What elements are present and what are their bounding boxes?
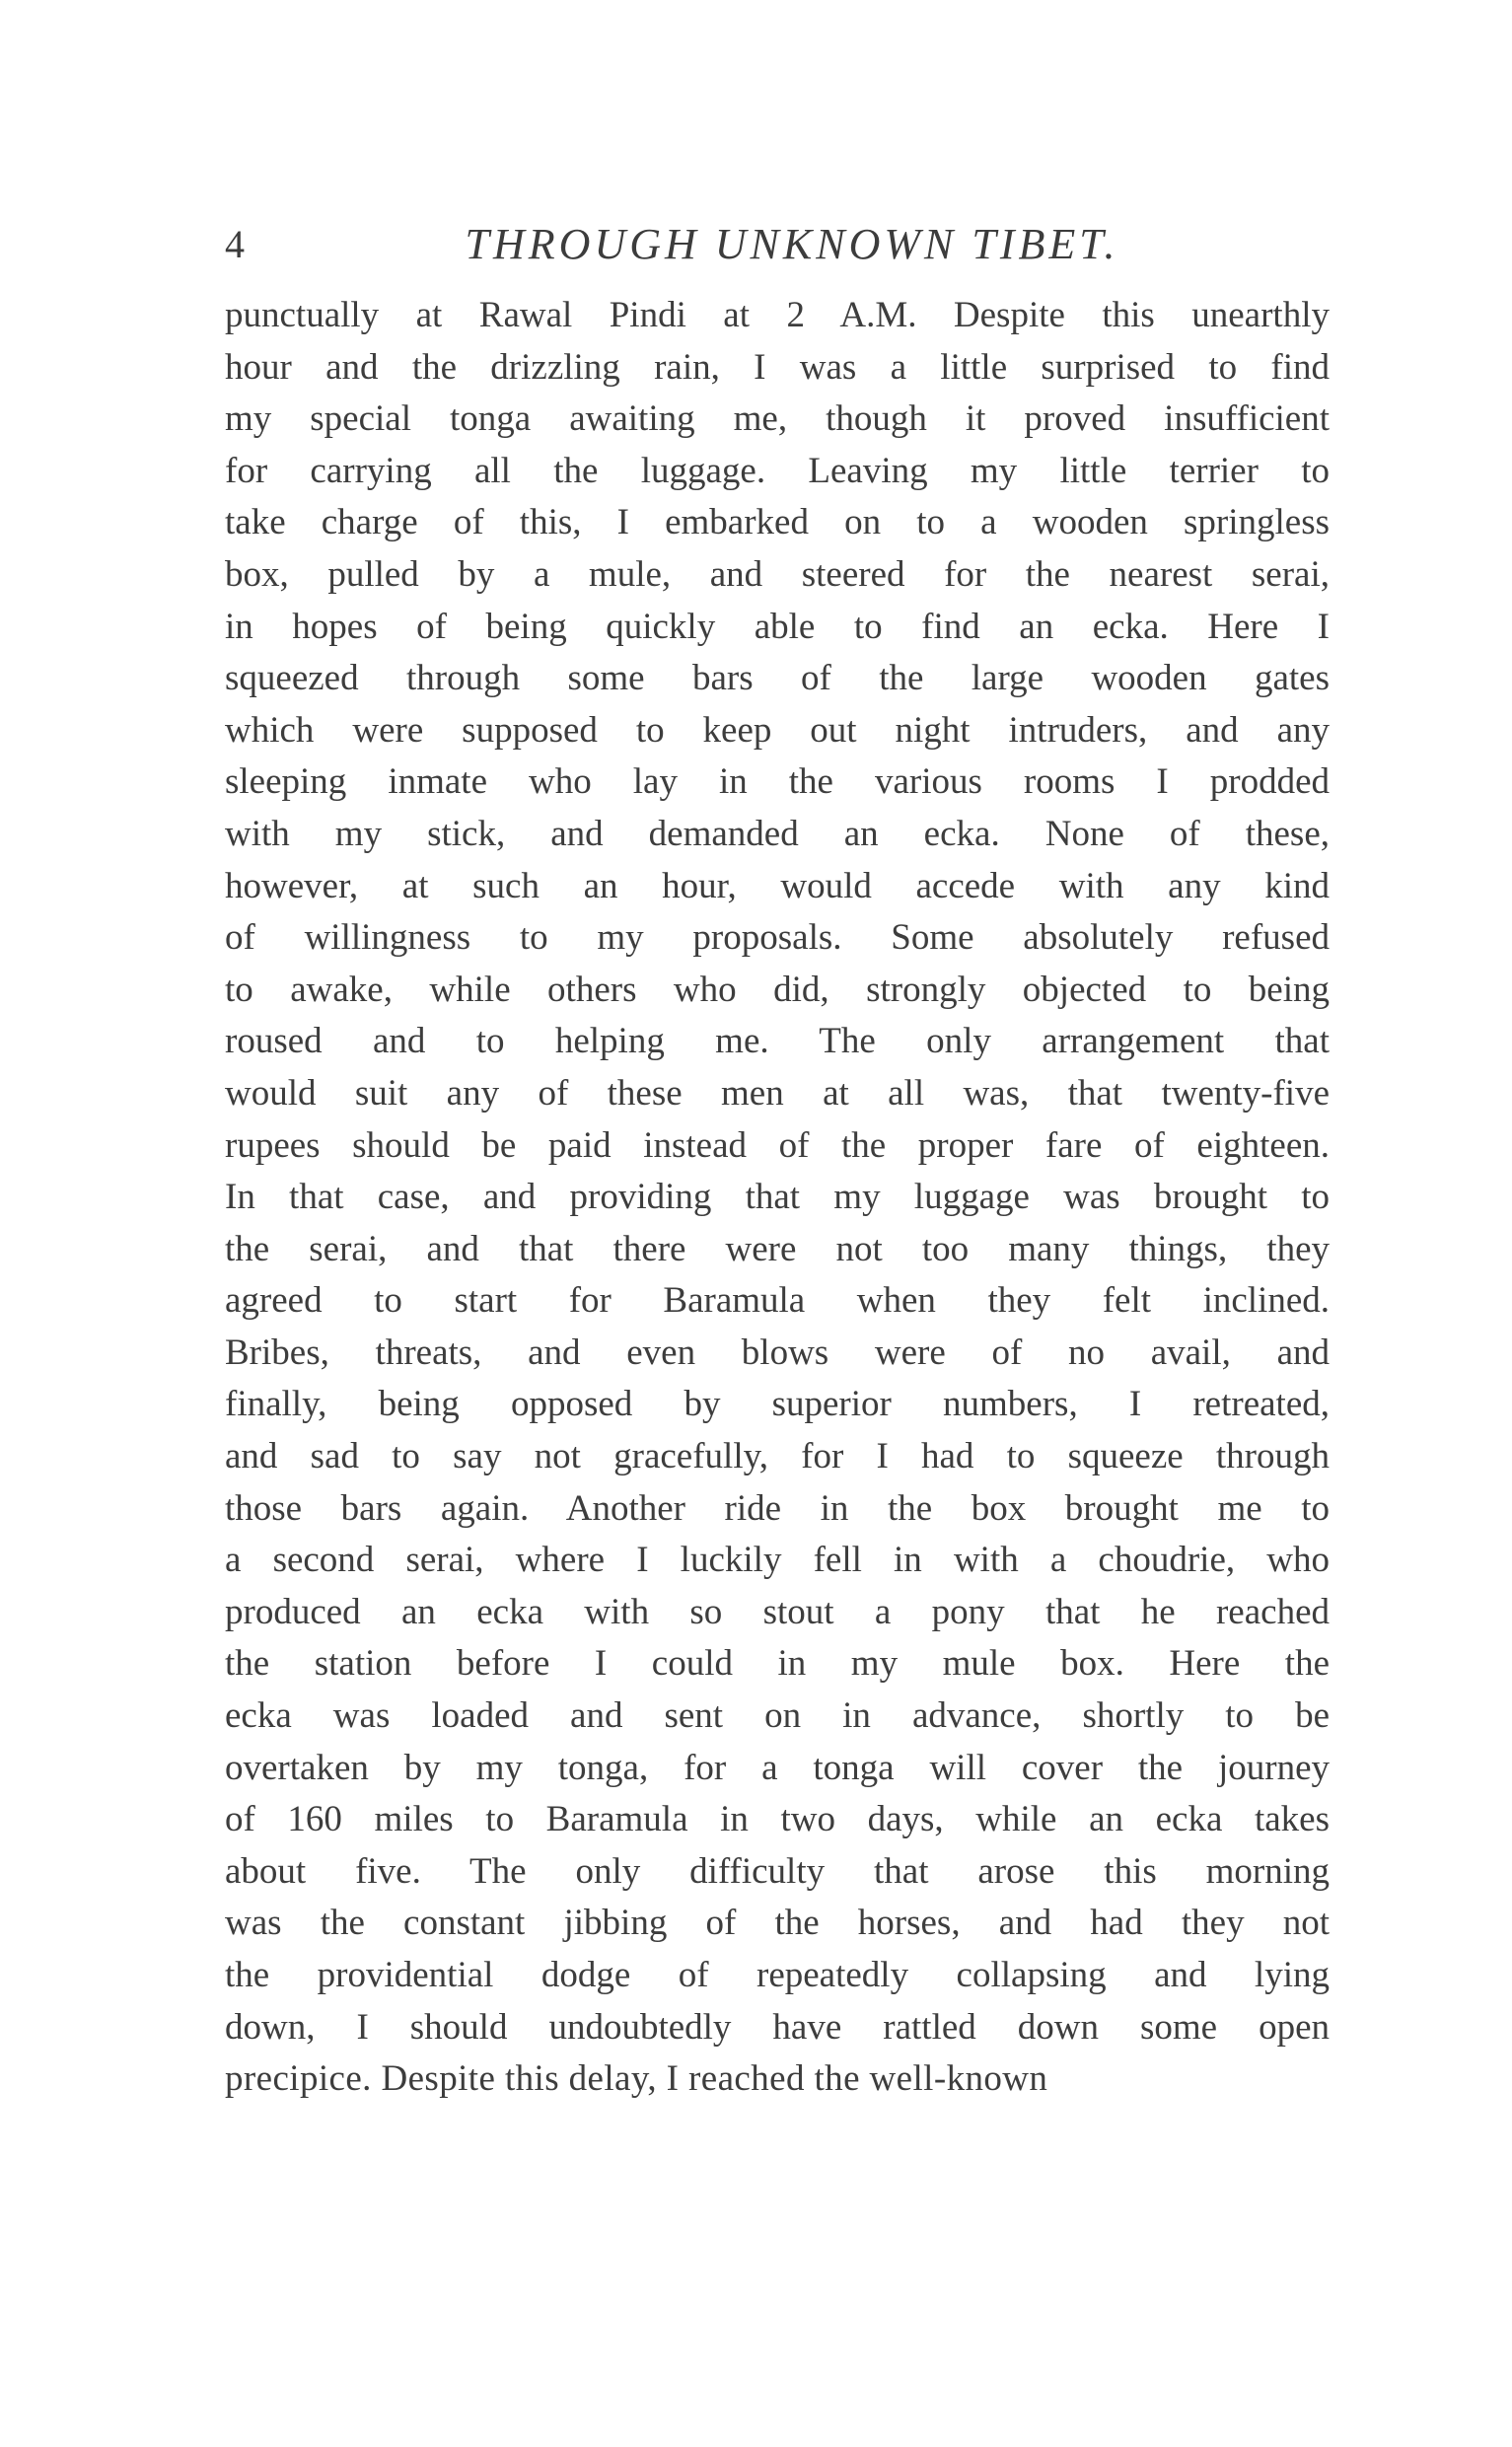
text-line: of willingness to my proposals. Some absolutely refused (225, 917, 1330, 959)
text-line: down, I should undoubtedly have rattled down some open (225, 2006, 1330, 2048)
running-head (225, 215, 1330, 274)
text-line: would suit any of these men at all was, that twenty-five (225, 1072, 1330, 1114)
text-line: precipice. Despite this delay, I reached the well-known (225, 2058, 1048, 2100)
text-line: with my stick, and demanded an ecka. None of these, (225, 813, 1330, 854)
text-line: a second serai, where I luckily fell in with a choudrie, who (225, 1540, 1330, 1581)
text-line: in hopes of being quickly able to find an ecka. Here I (225, 606, 1330, 647)
text-line: of 160 miles to Baramula in two days, while an ecka takes (225, 1799, 1330, 1840)
text-line: my special tonga awaiting me, though it proved insufficient (225, 398, 1330, 440)
text-line: and sad to say not gracefully, for I had to squeeze through (225, 1436, 1330, 1477)
text-line: the providential dodge of repeatedly collapsing and lying (225, 1955, 1330, 1995)
text-line: overtaken by my tonga, for a tonga will cover the journey (225, 1747, 1330, 1788)
book-title: THROUGH UNKNOWN TIBET. (465, 220, 1119, 268)
text-line: was the constant jibbing of the horses, and had they not (225, 1903, 1330, 1944)
text-line: take charge of this, I embarked on to a wooden springless (225, 502, 1330, 543)
text-line: Bribes, threats, and even blows were of no avail, and (225, 1331, 1330, 1373)
text-line: punctually at Rawal Pindi at 2 A.M. Despite this unearthly (225, 295, 1330, 335)
text-line: rupees should be paid instead of the proper fare of eighteen. (225, 1124, 1330, 1166)
text-line: agreed to start for Baramula when they felt inclined. (225, 1280, 1330, 1322)
text-line: the serai, and that there were not too many things, they (225, 1228, 1330, 1269)
text-line: those bars again. Another ride in the box brought me to (225, 1487, 1330, 1529)
text-line: to awake, while others who did, strongly objected to being (225, 969, 1330, 1010)
body-text (225, 290, 1330, 2106)
text-line: which were supposed to keep out night intruders, and any (225, 709, 1330, 751)
text-line: the station before I could in my mule box. Here the (225, 1643, 1330, 1685)
text-line: squeezed through some bars of the large wooden gates (225, 658, 1330, 699)
text-line: finally, being opposed by superior numbers, I retreated, (225, 1384, 1330, 1425)
text-line: box, pulled by a mule, and steered for the nearest serai, (225, 553, 1330, 595)
text-line: hour and the drizzling rain, I was a little surprised to find (225, 346, 1330, 388)
text-line: about five. The only difficulty that arose this morning (225, 1850, 1330, 1892)
page-number: 4 (225, 222, 245, 266)
text-line: however, at such an hour, would accede with any kind (225, 865, 1330, 906)
text-line: roused and to helping me. The only arrangement that (225, 1021, 1330, 1062)
text-line: In that case, and providing that my luggage was brought to (225, 1177, 1330, 1218)
text-line: ecka was loaded and sent on in advance, shortly to be (225, 1695, 1330, 1737)
text-line: produced an ecka with so stout a pony that he reached (225, 1591, 1330, 1632)
text-line: sleeping inmate who lay in the various rooms I prodded (225, 761, 1330, 803)
text-line: for carrying all the luggage. Leaving my little terrier to (225, 450, 1330, 491)
